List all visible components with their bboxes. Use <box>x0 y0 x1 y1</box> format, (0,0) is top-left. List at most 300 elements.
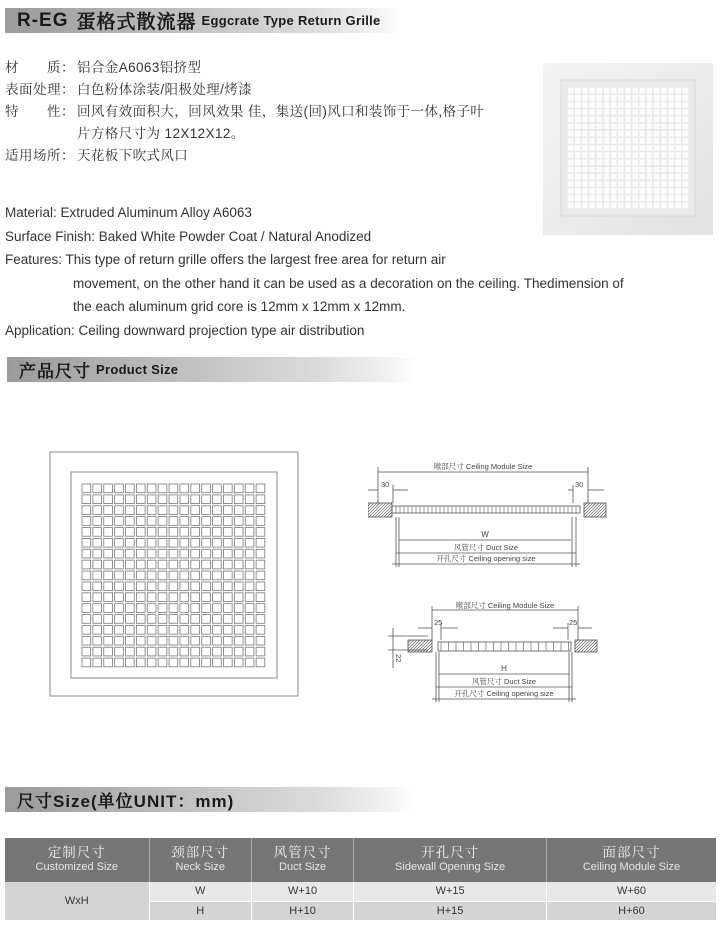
spec-cn-material <box>5 57 484 79</box>
photo-cell <box>625 88 631 94</box>
photo-cell <box>647 167 653 173</box>
grid-cell <box>82 658 91 667</box>
product-title-cn: 蛋格式散流器 <box>76 12 197 33</box>
photo-cell <box>675 131 681 137</box>
grid-cell <box>126 582 135 591</box>
grid-cell <box>256 582 265 591</box>
photo-cell <box>611 117 617 123</box>
grid-cell <box>147 484 156 493</box>
hatch-line <box>584 503 596 515</box>
grid-cell <box>169 615 178 624</box>
grid-cell <box>180 549 189 558</box>
photo-cell <box>683 188 689 194</box>
photo-cell <box>604 95 610 101</box>
photo-cell <box>683 117 689 123</box>
grid-cell <box>104 582 113 591</box>
header-opening: 开孔尺寸 Sidewall Opening Size <box>354 838 547 882</box>
grid-cell <box>191 517 200 526</box>
grid-cell <box>147 604 156 613</box>
cell-module: W+60 <box>546 882 716 901</box>
photo-cell <box>568 160 574 166</box>
photo-cell <box>647 102 653 108</box>
photo-cell <box>597 188 603 194</box>
photo-cell <box>675 88 681 94</box>
grid-cell <box>147 560 156 569</box>
grid-cell <box>202 506 211 515</box>
grid-cell <box>169 625 178 634</box>
photo-cell <box>582 117 588 123</box>
grid-cell <box>245 517 254 526</box>
photo-cell <box>582 181 588 187</box>
grid-cell <box>245 658 254 667</box>
photo-cell <box>632 152 638 158</box>
width-letter: W <box>481 530 489 539</box>
grid-cell <box>256 604 265 613</box>
photo-cell <box>618 124 624 130</box>
grid-cell <box>256 636 265 645</box>
grid-cell <box>191 495 200 504</box>
grid-cell <box>245 593 254 602</box>
spec-label: 特 性： <box>5 104 75 119</box>
photo-cell <box>668 181 674 187</box>
grid-cell <box>147 571 156 580</box>
grid-cell <box>180 636 189 645</box>
hatch-line <box>429 649 432 652</box>
spec-en-application: Application: Ceiling downward projection type air distribution <box>5 322 365 338</box>
grid-cell <box>169 484 178 493</box>
grid-cell <box>169 636 178 645</box>
grid-cell <box>180 495 189 504</box>
module-size-label: 喉部尺寸 Ceiling Module Size <box>455 601 555 610</box>
grid-cell <box>104 647 113 656</box>
photo-cell <box>582 145 588 151</box>
grid-cell <box>234 560 243 569</box>
grid-cell <box>104 517 113 526</box>
photo-cell <box>611 124 617 130</box>
photo-cell <box>589 131 595 137</box>
cell-opening: H+15 <box>354 901 547 920</box>
photo-cell <box>604 145 610 151</box>
grid-cell <box>180 571 189 580</box>
photo-cell <box>618 117 624 123</box>
photo-cell <box>654 152 660 158</box>
photo-cell <box>604 152 610 158</box>
grid-cell <box>202 571 211 580</box>
grid-cell <box>245 647 254 656</box>
spec-en-material: Material: Extruded Aluminum Alloy A6063 <box>5 205 252 220</box>
grid-cell <box>169 495 178 504</box>
size-table-banner <box>5 787 550 812</box>
grid-cell <box>104 484 113 493</box>
photo-cell <box>661 181 667 187</box>
hatch-line <box>368 503 371 506</box>
grid-cell <box>191 528 200 537</box>
photo-cell <box>654 195 660 201</box>
grid-cell <box>223 647 232 656</box>
photo-cell <box>668 131 674 137</box>
photo-cell <box>611 88 617 94</box>
photo-cell <box>640 95 646 101</box>
photo-cell <box>611 174 617 180</box>
photo-cell <box>654 145 660 151</box>
photo-cell <box>647 174 653 180</box>
grid-cell <box>115 571 124 580</box>
grid-cell <box>136 528 145 537</box>
photo-cell <box>654 131 660 137</box>
grid-cell <box>213 495 222 504</box>
photo-cell <box>589 181 595 187</box>
grid-cell <box>223 517 232 526</box>
photo-cell <box>604 188 610 194</box>
hatch-line <box>408 640 414 646</box>
photo-cell <box>654 203 660 209</box>
grid-cell <box>126 593 135 602</box>
grid-cell <box>147 549 156 558</box>
grid-cell <box>126 625 135 634</box>
photo-cell <box>675 160 681 166</box>
photo-cell <box>668 195 674 201</box>
grid-cell <box>104 636 113 645</box>
grid-cell <box>82 560 91 569</box>
photo-cell <box>675 95 681 101</box>
photo-cell <box>654 109 660 115</box>
grid-cell <box>213 658 222 667</box>
hatch-line <box>584 503 587 506</box>
grid-cell <box>126 549 135 558</box>
photo-cell <box>668 188 674 194</box>
grid-cell <box>158 647 167 656</box>
grid-cell <box>223 615 232 624</box>
photo-cell <box>604 160 610 166</box>
grid-cell <box>126 658 135 667</box>
photo-cell <box>640 124 646 130</box>
grid-cell <box>158 528 167 537</box>
grid-cell <box>234 658 243 667</box>
photo-cell <box>604 167 610 173</box>
photo-cell <box>668 160 674 166</box>
photo-cell <box>611 131 617 137</box>
photo-cell <box>661 152 667 158</box>
photo-cell <box>575 117 581 123</box>
photo-cell <box>575 145 581 151</box>
photo-cell <box>668 124 674 130</box>
grid-cell <box>82 625 91 634</box>
grid-cell <box>147 636 156 645</box>
grid-cell <box>82 495 91 504</box>
photo-cell <box>647 124 653 130</box>
grid-cell <box>202 636 211 645</box>
grid-cell <box>169 593 178 602</box>
grid-cell <box>202 582 211 591</box>
grid-cell <box>115 647 124 656</box>
grid-cell <box>158 636 167 645</box>
photo-cell <box>675 152 681 158</box>
grid-cell <box>126 636 135 645</box>
grid-cell <box>256 538 265 547</box>
photo-cell <box>675 117 681 123</box>
photo-cell <box>675 188 681 194</box>
photo-cell <box>668 109 674 115</box>
grid-cell <box>115 560 124 569</box>
grid-cell <box>223 625 232 634</box>
grid-cell <box>93 528 102 537</box>
title-banner <box>5 8 535 33</box>
photo-cell <box>582 188 588 194</box>
grid-cell <box>223 484 232 493</box>
photo-cell <box>611 181 617 187</box>
photo-cell <box>625 117 631 123</box>
hatch-line <box>575 640 587 652</box>
photo-cell <box>632 102 638 108</box>
photo-cell <box>618 109 624 115</box>
grid-cell <box>115 506 124 515</box>
photo-cell <box>661 131 667 137</box>
photo-cell <box>604 88 610 94</box>
grid-cell <box>126 528 135 537</box>
grid-cell <box>202 560 211 569</box>
photo-cell <box>640 195 646 201</box>
grid-cell <box>147 625 156 634</box>
photo-cell <box>668 88 674 94</box>
cell-customized: WxH <box>5 882 149 920</box>
photo-cell <box>675 195 681 201</box>
photo-cell <box>683 167 689 173</box>
grid-cell <box>234 593 243 602</box>
grid-cell <box>202 517 211 526</box>
photo-cell <box>582 152 588 158</box>
grid-cell <box>136 495 145 504</box>
photo-cell <box>611 109 617 115</box>
spec-cn-application <box>5 145 484 167</box>
photo-cell <box>654 95 660 101</box>
photo-cell <box>575 174 581 180</box>
photo-cell <box>640 145 646 151</box>
photo-cell <box>575 131 581 137</box>
photo-cell <box>589 88 595 94</box>
hatch-line <box>591 503 605 517</box>
photo-cell <box>647 203 653 209</box>
photo-cell <box>683 131 689 137</box>
photo-cell <box>568 152 574 158</box>
photo-cell <box>611 160 617 166</box>
grid-cell <box>158 517 167 526</box>
spec-value: 天花板下吹式风口 <box>77 148 189 163</box>
grid-cell <box>147 506 156 515</box>
spec-value: 回风有效面积大，回风效果 佳，集送(回)风口和装饰于一体,格子叶 <box>77 104 485 119</box>
photo-cell <box>568 181 574 187</box>
photo-cell <box>683 174 689 180</box>
grid-cell <box>191 636 200 645</box>
photo-cell <box>589 174 595 180</box>
grid-cell <box>93 538 102 547</box>
grid-cell <box>104 495 113 504</box>
grid-cell <box>256 484 265 493</box>
grid-cell <box>223 549 232 558</box>
photo-cell <box>582 109 588 115</box>
flange-right-label: 25 <box>569 618 578 627</box>
grid-cell <box>202 615 211 624</box>
photo-cell <box>675 181 681 187</box>
grid-cell <box>147 517 156 526</box>
grid-cell <box>169 582 178 591</box>
hatch-line <box>369 503 383 517</box>
photo-cell <box>661 188 667 194</box>
height-letter: H <box>501 664 507 673</box>
grid-cell <box>234 625 243 634</box>
photo-cell <box>640 160 646 166</box>
photo-cell <box>582 160 588 166</box>
photo-cell <box>625 145 631 151</box>
photo-cell <box>582 102 588 108</box>
photo-cell <box>597 167 603 173</box>
photo-cell <box>647 145 653 151</box>
height-label: 22 <box>394 654 403 663</box>
photo-cell <box>575 95 581 101</box>
spec-cn-features <box>5 101 484 123</box>
grid-cell <box>256 517 265 526</box>
photo-cell <box>625 174 631 180</box>
grid-cell <box>223 604 232 613</box>
grid-cell <box>158 582 167 591</box>
grid-cell <box>169 647 178 656</box>
table-header-row <box>5 838 716 882</box>
grid-cell <box>104 549 113 558</box>
hatch-line <box>578 640 590 652</box>
grid-cell <box>169 549 178 558</box>
grid-cell <box>147 582 156 591</box>
photo-cell <box>632 138 638 144</box>
photo-cell <box>647 160 653 166</box>
header-module: 面部尺寸 Ceiling Module Size <box>546 838 716 882</box>
photo-cell <box>661 203 667 209</box>
photo-cell <box>625 195 631 201</box>
photo-cell <box>604 109 610 115</box>
photo-cell <box>618 188 624 194</box>
photo-cell <box>661 167 667 173</box>
photo-cell <box>675 124 681 130</box>
grid-cell <box>115 625 124 634</box>
photo-cell <box>568 188 574 194</box>
grid-cell <box>147 658 156 667</box>
photo-cell <box>568 131 574 137</box>
photo-cell <box>589 117 595 123</box>
grid-cell <box>147 615 156 624</box>
grid-cell <box>180 506 189 515</box>
grid-cell <box>115 593 124 602</box>
grid-cell <box>158 571 167 580</box>
photo-cell <box>654 117 660 123</box>
product-size-title-en: Product Size <box>96 362 179 377</box>
grid-cell <box>93 593 102 602</box>
photo-cell <box>675 145 681 151</box>
grid-cell <box>234 571 243 580</box>
grid-cell <box>223 506 232 515</box>
photo-cell <box>683 102 689 108</box>
grid-cell <box>82 517 91 526</box>
grid-cell <box>213 517 222 526</box>
grid-cell <box>223 582 232 591</box>
grid-cell <box>82 538 91 547</box>
photo-cell <box>618 102 624 108</box>
grid-cell <box>147 593 156 602</box>
photo-cell <box>625 160 631 166</box>
spec-cn <box>5 57 484 167</box>
photo-cell <box>632 203 638 209</box>
photo-cell <box>618 152 624 158</box>
photo-cell <box>589 167 595 173</box>
photo-cell <box>597 181 603 187</box>
photo-cell <box>582 174 588 180</box>
hatch-line <box>585 503 599 517</box>
photo-cell <box>632 124 638 130</box>
grid-cell <box>126 517 135 526</box>
grid-cell <box>93 560 102 569</box>
grid-cell <box>245 615 254 624</box>
spec-en-finish: Surface Finish: Baked White Powder Coat / Natural Anodized <box>5 228 372 244</box>
photo-cell <box>661 124 667 130</box>
photo-cell <box>647 88 653 94</box>
photo-cell <box>611 152 617 158</box>
grid-cell <box>126 571 135 580</box>
grid-cell <box>180 560 189 569</box>
grid-cell <box>136 549 145 558</box>
grid-cell <box>147 495 156 504</box>
photo-cell <box>647 131 653 137</box>
photo-cell <box>647 95 653 101</box>
grid-cell <box>104 528 113 537</box>
photo-cell <box>675 174 681 180</box>
grid-cell <box>93 625 102 634</box>
spec-label: 适用场所： <box>5 148 75 163</box>
photo-cell <box>625 95 631 101</box>
photo-cell <box>618 145 624 151</box>
grid-cell <box>136 593 145 602</box>
photo-cell <box>661 117 667 123</box>
front-grid <box>82 484 265 667</box>
grid-cell <box>136 636 145 645</box>
header-neck: 颈部尺寸 Neck Size <box>149 838 251 882</box>
photo-cell <box>589 152 595 158</box>
photo-cell <box>683 160 689 166</box>
front-view-drawing <box>48 450 302 700</box>
size-table-title: 尺寸Size(单位UNIT：mm) <box>17 792 235 811</box>
grid-cell <box>191 658 200 667</box>
photo-cell <box>640 174 646 180</box>
photo-cell <box>625 167 631 173</box>
grid-cell <box>115 549 124 558</box>
photo-cell <box>647 109 653 115</box>
photo-cell <box>582 167 588 173</box>
grid-cell <box>213 528 222 537</box>
grid-cell <box>158 658 167 667</box>
photo-cell <box>654 188 660 194</box>
grid-cell <box>104 615 113 624</box>
grid-cell <box>93 549 102 558</box>
photo-cell <box>611 102 617 108</box>
grid-cell <box>191 484 200 493</box>
grid-cell <box>169 604 178 613</box>
hatch-line <box>378 503 392 517</box>
grid-cell <box>180 615 189 624</box>
grid-cell <box>191 560 200 569</box>
grid-cell <box>147 528 156 537</box>
spec-value: 白色粉体涂装/阳极处理/烤漆 <box>77 82 253 97</box>
grid-cell <box>82 615 91 624</box>
photo-cell <box>575 102 581 108</box>
photo-cell <box>597 102 603 108</box>
photo-cell <box>575 138 581 144</box>
photo-cell <box>654 88 660 94</box>
